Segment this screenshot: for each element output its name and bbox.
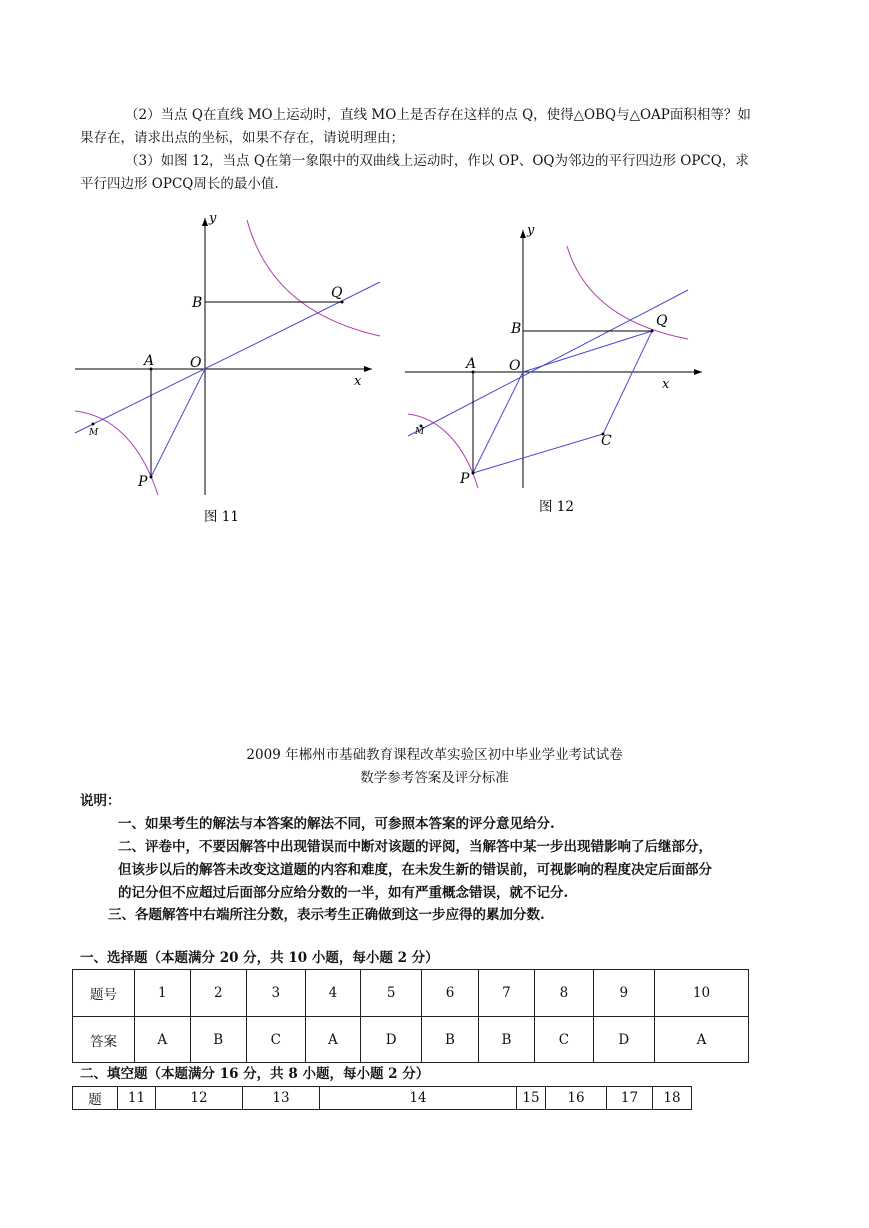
fig11-label-b: B bbox=[192, 295, 203, 311]
fig11-label-p: P bbox=[138, 474, 148, 490]
table-cell: 9 bbox=[593, 970, 654, 1017]
fig11-label-m: M bbox=[89, 428, 99, 438]
table-cell: B bbox=[422, 1017, 478, 1063]
table-cell: 15 bbox=[517, 1087, 546, 1110]
fig11-label-y: y bbox=[209, 211, 217, 226]
table-row-answers bbox=[73, 1017, 749, 1063]
notes-label: 说明： bbox=[80, 793, 121, 809]
fig12-label-x: x bbox=[662, 377, 670, 392]
fig11-label-o: O bbox=[190, 355, 202, 371]
table-cell: 6 bbox=[422, 970, 478, 1017]
problem-part2-line2: 果存在，请求出点的坐标，如果不存在，请说明理由； bbox=[80, 130, 404, 146]
fig12-label-b: B bbox=[511, 321, 522, 337]
fig12-x-arrow bbox=[694, 369, 702, 375]
fig12-label-a: A bbox=[466, 356, 477, 372]
table-cell: 14 bbox=[320, 1087, 517, 1110]
table-cell: 5 bbox=[361, 970, 422, 1017]
table-cell: 2 bbox=[190, 970, 246, 1017]
table-row-header bbox=[73, 1087, 692, 1110]
fig12-point-p bbox=[472, 472, 475, 475]
fig12-label-p: P bbox=[460, 471, 470, 487]
answers-title-1: 2009 年郴州市基础教育课程改革实验区初中毕业学业考试试卷 bbox=[246, 747, 623, 763]
note-2-line1: 二、评卷中，不要因解答中出现错误而中断对该题的评阅，当解答中某一步出现错影响了后继部分， bbox=[118, 839, 712, 855]
section-1-title: 一、选择题（本题满分 20 分，共 10 小题，每小题 2 分） bbox=[80, 950, 439, 966]
table-cell: C bbox=[535, 1017, 594, 1063]
fig12-label-m: M bbox=[415, 427, 425, 437]
fill-answer-table bbox=[72, 1086, 692, 1110]
note-3: 三、各题解答中右端所注分数，表示考生正确做到这一步应得的累加分数. bbox=[108, 907, 545, 923]
table-cell: A bbox=[654, 1017, 748, 1063]
fig12-point-q bbox=[651, 330, 654, 333]
table-cell: D bbox=[361, 1017, 422, 1063]
fig12-hyperbola-q1 bbox=[567, 246, 688, 339]
table-cell: 16 bbox=[546, 1087, 607, 1110]
answers-title-2: 数学参考答案及评分标准 bbox=[360, 770, 509, 786]
table-cell: 1 bbox=[135, 970, 191, 1017]
table-cell: 题号 bbox=[73, 970, 135, 1017]
fig11-y-arrow bbox=[202, 218, 208, 226]
table-cell: 13 bbox=[243, 1087, 320, 1110]
table-cell: B bbox=[478, 1017, 534, 1063]
fig12-caption: 图 12 bbox=[539, 499, 574, 515]
table-cell: 11 bbox=[118, 1087, 156, 1110]
fig12-y-arrow bbox=[520, 230, 526, 238]
table-cell: 7 bbox=[478, 970, 534, 1017]
fig11-point-m bbox=[92, 423, 95, 426]
figure-11 bbox=[0, 0, 869, 560]
table-cell: 3 bbox=[246, 970, 305, 1017]
fig12-label-q: Q bbox=[656, 313, 668, 329]
fig12-segment-qc bbox=[603, 331, 652, 434]
fig11-caption: 图 11 bbox=[204, 509, 239, 525]
table-cell: C bbox=[246, 1017, 305, 1063]
fig11-hyperbola-q1 bbox=[247, 220, 380, 336]
note-2-line2: 但该步以后的解答未改变这道题的内容和难度，在未发生新的错误前，可视影响的程度决定后面部分 bbox=[118, 862, 712, 878]
fig11-label-q: Q bbox=[331, 285, 343, 301]
problem-part2-line1: （2）当点 Q在直线 MO上运动时，直线 MO上是否存在这样的点 Q，使得△OBQ与△OAP面积相等？如 bbox=[125, 107, 751, 123]
table-cell: D bbox=[593, 1017, 654, 1063]
note-1: 一、如果考生的解法与本答案的解法不同，可参照本答案的评分意见给分. bbox=[118, 816, 555, 832]
problem-part3-line2: 平行四边形 OPCQ周长的最小值. bbox=[80, 176, 279, 192]
table-cell: 答案 bbox=[73, 1017, 135, 1063]
table-cell: 题 bbox=[73, 1087, 118, 1110]
fig11-point-p bbox=[150, 476, 153, 479]
fig12-segment-pc bbox=[473, 434, 603, 473]
fig12-segment-op bbox=[473, 372, 523, 473]
fig11-segment-op bbox=[151, 369, 205, 477]
fig11-label-a: A bbox=[144, 353, 155, 369]
choice-answer-table bbox=[72, 969, 749, 1063]
note-2-line3: 的记分但不应超过后面部分应给分数的一半，如有严重概念错误，就不记分. bbox=[118, 885, 569, 901]
section-2-title: 二、填空题（本题满分 16 分，共 8 小题，每小题 2 分） bbox=[80, 1066, 430, 1082]
fig12-label-c: C bbox=[601, 433, 612, 449]
note-2 bbox=[118, 836, 712, 905]
table-cell: 17 bbox=[607, 1087, 653, 1110]
fig12-label-y: y bbox=[527, 223, 535, 238]
table-cell: 18 bbox=[653, 1087, 692, 1110]
fig12-segment-oq bbox=[523, 331, 652, 372]
fig11-x-arrow bbox=[364, 366, 372, 372]
table-row-header bbox=[73, 970, 749, 1017]
table-cell: 8 bbox=[535, 970, 594, 1017]
fig11-line-mo bbox=[75, 282, 380, 433]
table-cell: A bbox=[305, 1017, 361, 1063]
table-cell: 4 bbox=[305, 970, 361, 1017]
fig12-line-mo bbox=[408, 290, 688, 436]
table-cell: 12 bbox=[156, 1087, 243, 1110]
fig11-label-x: x bbox=[354, 374, 362, 389]
fig12-label-o: O bbox=[509, 358, 521, 374]
problem-part3-line1: （3）如图 12，当点 Q在第一象限中的双曲线上运动时，作以 OP、OQ为邻边的平行四边形 OPCQ，求 bbox=[125, 153, 749, 169]
table-cell: 10 bbox=[654, 970, 748, 1017]
table-cell: A bbox=[135, 1017, 191, 1063]
table-cell: B bbox=[190, 1017, 246, 1063]
